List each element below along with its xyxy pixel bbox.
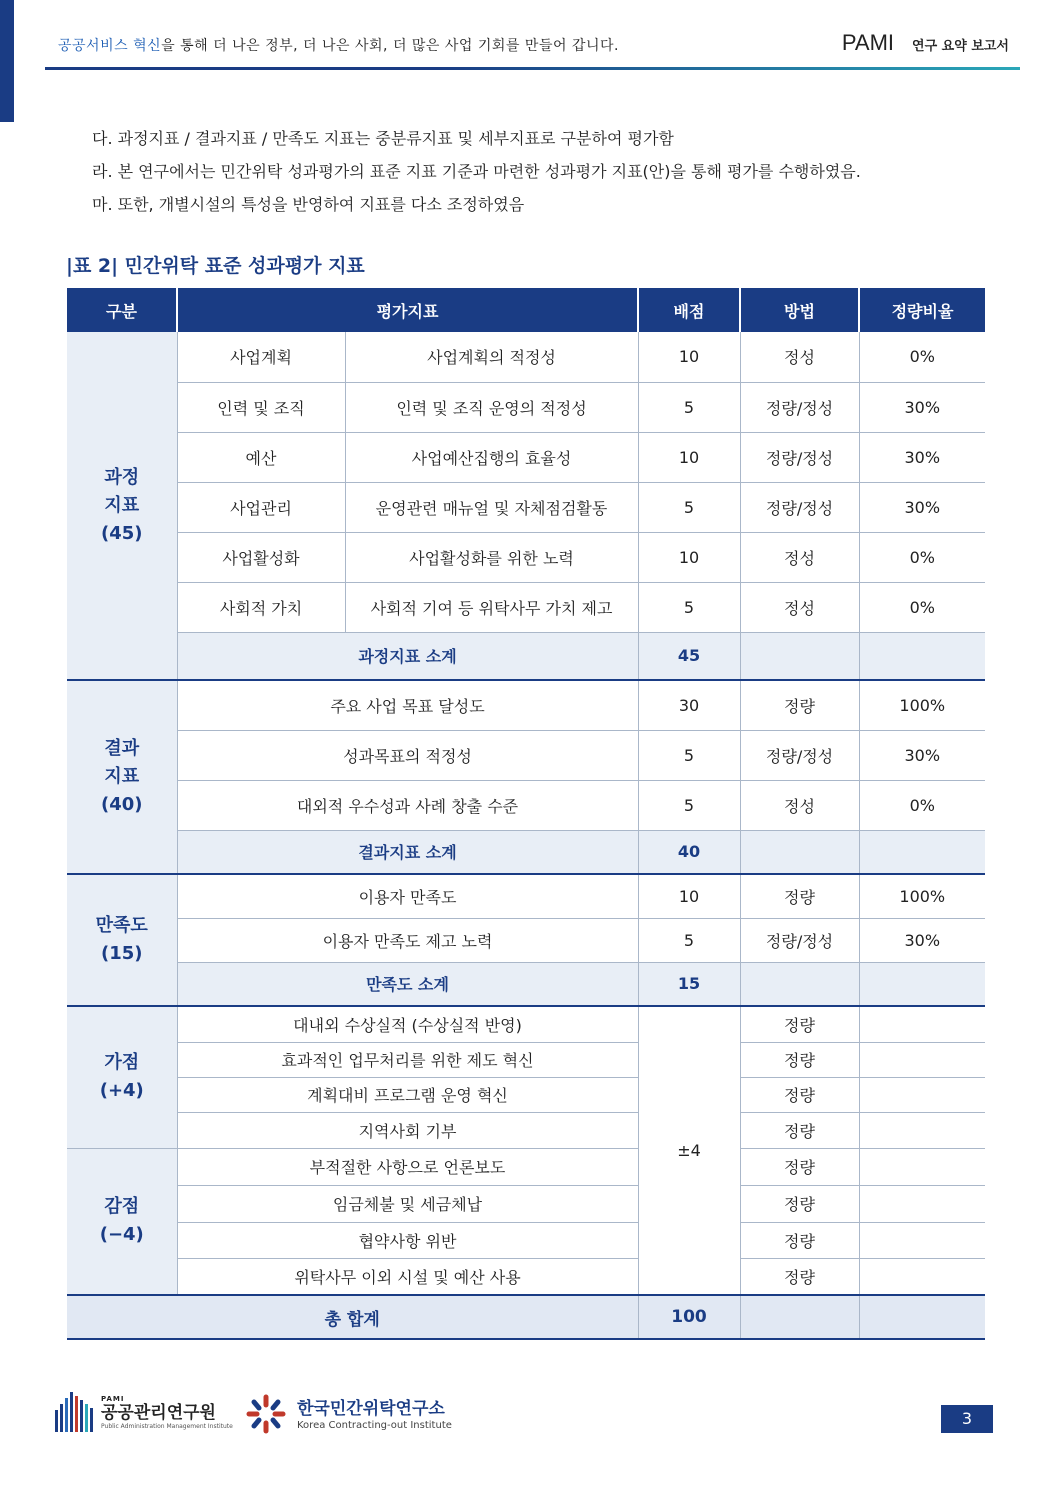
- score-cell: 10: [638, 332, 740, 382]
- detail-indicator: 임금체불 및 세금체납: [177, 1185, 638, 1222]
- header-divider: [45, 67, 1020, 70]
- report-type: 연구 요약 보고서: [912, 39, 1009, 54]
- ratio-cell: [859, 1222, 985, 1258]
- score-cell: 5: [638, 482, 740, 532]
- intro-line: 라. 본 연구에서는 민간위탁 성과평가의 표준 지표 기준과 마련한 성과평가 지표(안)을 통해 평가를 수행하였음.: [92, 162, 861, 181]
- intro-line: 다. 과정지표 / 결과지표 / 만족도 지표는 중분류지표 및 세부지표로 구분하여 평가함: [92, 129, 674, 148]
- table-row: [67, 432, 985, 482]
- detail-indicator: 협약사항 위반: [177, 1222, 638, 1258]
- detail-indicator: 사업활성화를 위한 노력: [345, 532, 638, 582]
- table-row: [67, 532, 985, 582]
- method-cell: 정성: [740, 332, 859, 382]
- category-penalty: 감점 (−4): [67, 1148, 177, 1295]
- detail-indicator: 사업예산집행의 효율성: [345, 432, 638, 482]
- subtotal-label: 과정지표 소계: [177, 632, 638, 680]
- table-row: [67, 680, 985, 730]
- score-cell: 30: [638, 680, 740, 730]
- method-cell: 정량: [740, 1112, 859, 1148]
- table-row: [67, 332, 985, 382]
- method-cell: 정량: [740, 874, 859, 918]
- ratio-cell: 0%: [859, 582, 985, 632]
- plusminus-score: ±4: [638, 1006, 740, 1295]
- mid-indicator: 사회적 가치: [177, 582, 345, 632]
- mid-indicator: 인력 및 조직: [177, 382, 345, 432]
- method-cell: 정량: [740, 1006, 859, 1042]
- mid-indicator: 사업활성화: [177, 532, 345, 582]
- intro-paragraphs: [92, 122, 861, 221]
- detail-indicator: 사회적 기여 등 위탁사무 가치 제고: [345, 582, 638, 632]
- score-cell: 5: [638, 730, 740, 780]
- score-cell: 10: [638, 432, 740, 482]
- ratio-cell: [859, 1258, 985, 1295]
- table-row: [67, 1077, 985, 1112]
- left-accent-bar: [0, 0, 14, 122]
- detail-indicator: 성과목표의 적정성: [177, 730, 638, 780]
- ratio-cell: 30%: [859, 382, 985, 432]
- mid-indicator: 사업관리: [177, 482, 345, 532]
- method-cell: 정량/정성: [740, 730, 859, 780]
- header-category: 구분: [67, 288, 177, 332]
- table-row: [67, 482, 985, 532]
- subtotal-row: [67, 632, 985, 680]
- table-title: |표 2| 민간위탁 표준 성과평가 지표: [66, 255, 365, 277]
- table-row: [67, 780, 985, 830]
- method-cell: 정성: [740, 582, 859, 632]
- category-process: 과정 지표 (45): [67, 332, 177, 680]
- ratio-cell: [859, 1148, 985, 1185]
- table-row: [67, 1258, 985, 1295]
- detail-indicator: 운영관련 매뉴얼 및 자체점검활동: [345, 482, 638, 532]
- header-brand: [842, 30, 1009, 56]
- ratio-cell: 100%: [859, 874, 985, 918]
- ratio-cell: 30%: [859, 918, 985, 962]
- kci-logo-name: 한국민간위탁연구소: [297, 1398, 445, 1419]
- score-cell: 5: [638, 780, 740, 830]
- ratio-cell: 30%: [859, 432, 985, 482]
- category-satisfaction: 만족도 (15): [67, 874, 177, 1006]
- table-row: [67, 1222, 985, 1258]
- detail-indicator: 주요 사업 목표 달성도: [177, 680, 638, 730]
- header-slogan-rest: 을 통해 더 나은 정부, 더 나은 사회, 더 많은 사업 기회를 만들어 갑니다.: [161, 38, 619, 54]
- ratio-cell: 30%: [859, 482, 985, 532]
- ratio-cell: 100%: [859, 680, 985, 730]
- total-row: [67, 1295, 985, 1339]
- brand-name: PAMI: [841, 30, 895, 55]
- mid-indicator: 사업계획: [177, 332, 345, 382]
- kci-logo: [245, 1393, 452, 1435]
- ratio-cell: 0%: [859, 532, 985, 582]
- category-result: 결과 지표 (40): [67, 680, 177, 874]
- score-cell: 10: [638, 532, 740, 582]
- subtotal-label: 만족도 소계: [177, 962, 638, 1006]
- table-row: [67, 1148, 985, 1185]
- method-cell: 정량/정성: [740, 432, 859, 482]
- method-cell: 정량: [740, 1042, 859, 1077]
- detail-indicator: 계획대비 프로그램 운영 혁신: [177, 1077, 638, 1112]
- ratio-cell: 0%: [859, 780, 985, 830]
- subtotal-score: 15: [638, 962, 740, 1006]
- page-number: 3: [941, 1405, 993, 1433]
- kci-logo-en: Korea Contracting-out Institute: [297, 1419, 452, 1431]
- detail-indicator: 사업계획의 적정성: [345, 332, 638, 382]
- subtotal-score: 40: [638, 830, 740, 874]
- subtotal-row: [67, 830, 985, 874]
- mid-indicator: 예산: [177, 432, 345, 482]
- indicator-table: [67, 288, 985, 1340]
- ratio-cell: 0%: [859, 332, 985, 382]
- ratio-cell: [859, 1006, 985, 1042]
- detail-indicator: 부적절한 사항으로 언론보도: [177, 1148, 638, 1185]
- table-header-row: [67, 288, 985, 332]
- detail-indicator: 이용자 만족도: [177, 874, 638, 918]
- method-cell: 정량: [740, 680, 859, 730]
- header-indicator: 평가지표: [177, 288, 638, 332]
- method-cell: 정량/정성: [740, 382, 859, 432]
- method-cell: 정량/정성: [740, 482, 859, 532]
- subtotal-label: 결과지표 소계: [177, 830, 638, 874]
- table-row: [67, 918, 985, 962]
- method-cell: 정량: [740, 1258, 859, 1295]
- detail-indicator: 지역사회 기부: [177, 1112, 638, 1148]
- ratio-cell: [859, 1077, 985, 1112]
- detail-indicator: 위탁사무 이외 시설 및 예산 사용: [177, 1258, 638, 1295]
- method-cell: 정량/정성: [740, 918, 859, 962]
- ratio-cell: 30%: [859, 730, 985, 780]
- pami-logo-small: PAMI: [101, 1394, 125, 1403]
- header-slogan-highlight: 공공서비스 혁신: [58, 38, 162, 54]
- table-row: [67, 1042, 985, 1077]
- table-row: [67, 1112, 985, 1148]
- ratio-cell: [859, 1042, 985, 1077]
- method-cell: 정량: [740, 1185, 859, 1222]
- table-row: [67, 582, 985, 632]
- table-row: [67, 730, 985, 780]
- method-cell: 정량: [740, 1222, 859, 1258]
- method-cell: 정성: [740, 780, 859, 830]
- category-bonus: 가점 (+4): [67, 1006, 177, 1148]
- header-slogan: [58, 35, 619, 55]
- table-row: [67, 1185, 985, 1222]
- subtotal-score: 45: [638, 632, 740, 680]
- score-cell: 5: [638, 582, 740, 632]
- detail-indicator: 이용자 만족도 제고 노력: [177, 918, 638, 962]
- score-cell: 10: [638, 874, 740, 918]
- score-cell: 5: [638, 382, 740, 432]
- ratio-cell: [859, 1185, 985, 1222]
- intro-line: 마. 또한, 개별시설의 특성을 반영하여 지표를 다소 조정하였음: [92, 195, 525, 214]
- detail-indicator: 효과적인 업무처리를 위한 제도 혁신: [177, 1042, 638, 1077]
- header-method: 방법: [740, 288, 859, 332]
- table-row: [67, 1006, 985, 1042]
- table-row: [67, 874, 985, 918]
- header-ratio: 정량비율: [859, 288, 985, 332]
- detail-indicator: 인력 및 조직 운영의 적정성: [345, 382, 638, 432]
- subtotal-row: [67, 962, 985, 1006]
- method-cell: 정성: [740, 532, 859, 582]
- pami-logo: [55, 1392, 233, 1432]
- method-cell: 정량: [740, 1077, 859, 1112]
- ratio-cell: [859, 1112, 985, 1148]
- detail-indicator: 대내외 수상실적 (수상실적 반영): [177, 1006, 638, 1042]
- score-cell: 5: [638, 918, 740, 962]
- table-row: [67, 382, 985, 432]
- total-label: 총 합계: [67, 1295, 638, 1339]
- header-score: 배점: [638, 288, 740, 332]
- kci-logo-mark: [245, 1393, 287, 1435]
- pami-logo-mark: [55, 1392, 93, 1432]
- detail-indicator: 대외적 우수성과 사례 창출 수준: [177, 780, 638, 830]
- pami-logo-name: 공공관리연구원: [101, 1402, 216, 1423]
- pami-logo-en: Public Administration Management Institute: [101, 1422, 233, 1430]
- method-cell: 정량: [740, 1148, 859, 1185]
- total-score: 100: [638, 1295, 740, 1339]
